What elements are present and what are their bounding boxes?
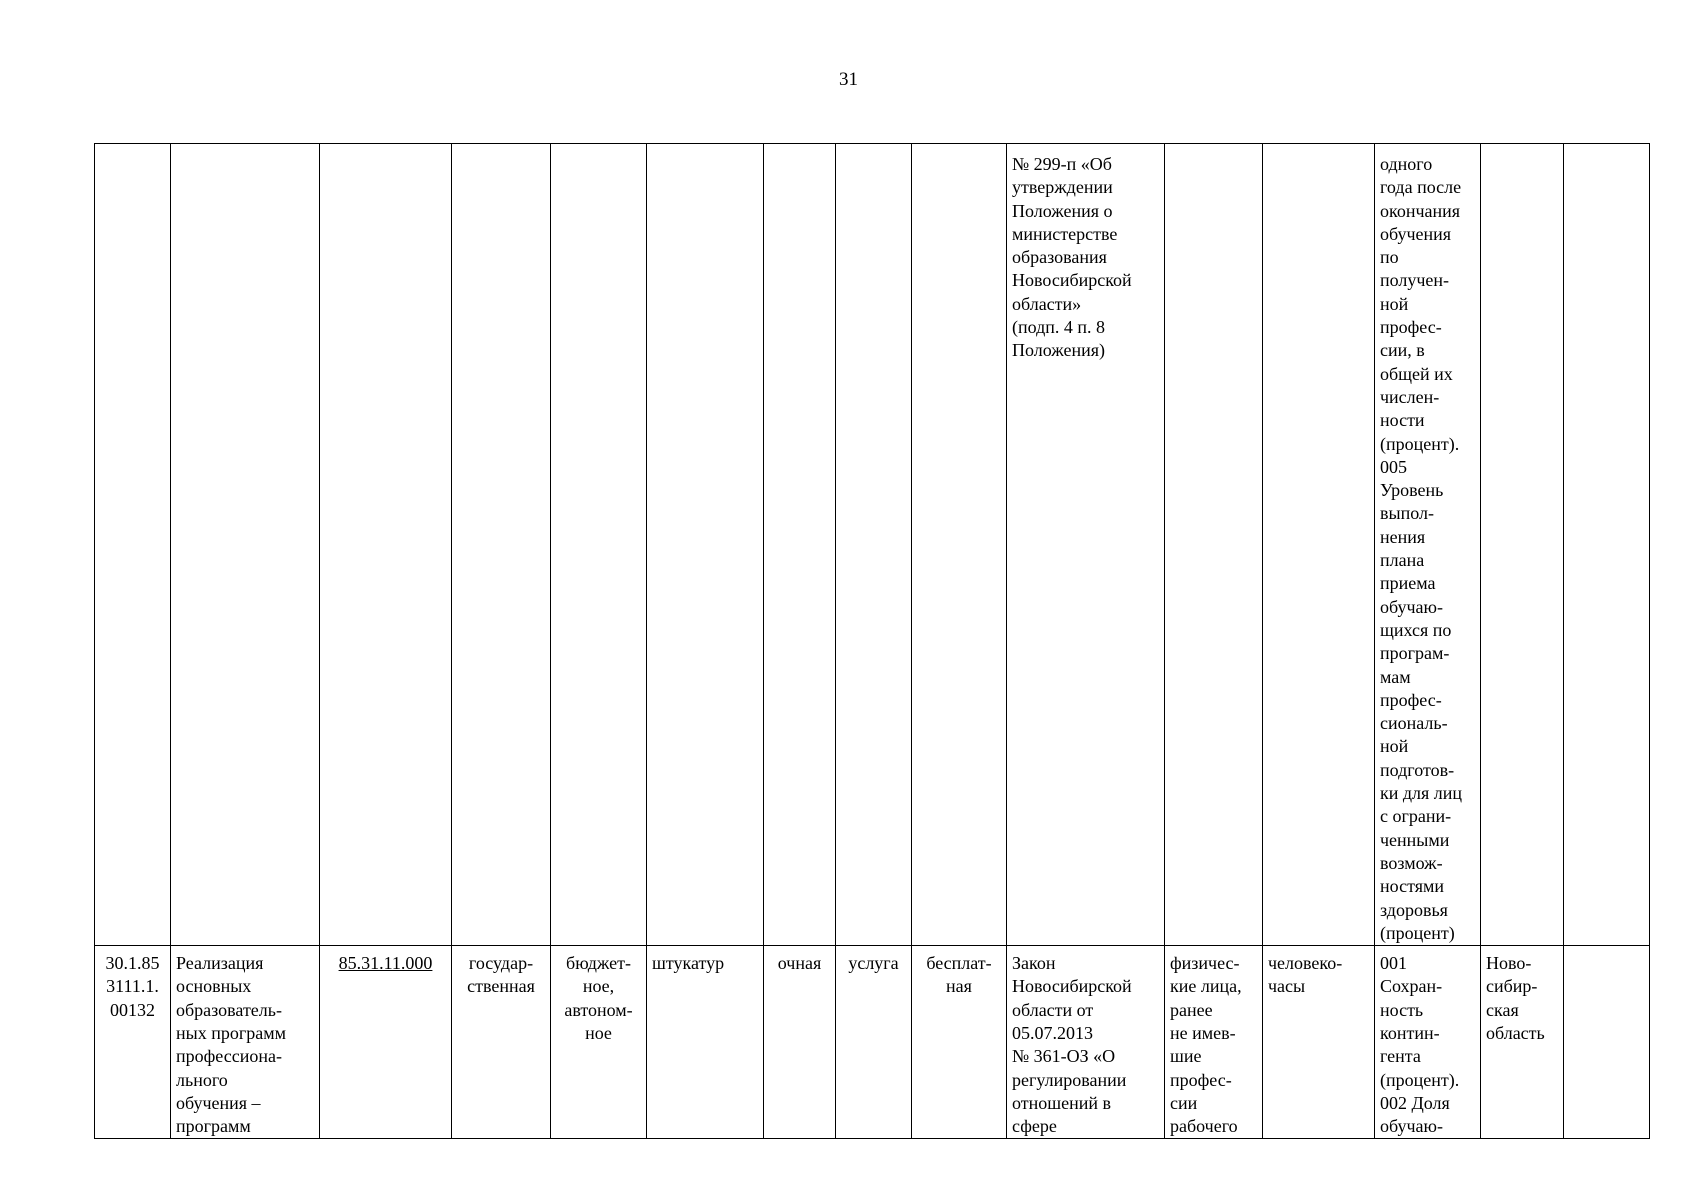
cell-code [95,144,171,946]
cell-name [171,144,320,946]
cell-okved [320,946,452,1139]
cell-region: Ново- сибир- ская область [1481,946,1564,1139]
cell-okved [320,144,452,946]
table-row [95,946,1650,1139]
cell-consumers: физичес- кие лица, ранее не имев- шие профес- сии рабочего [1165,946,1263,1139]
cell-unit: человеко- часы [1263,946,1375,1139]
cell-legal-basis: № 299-п «Об утверждении Положения о министерстве образования Новосибирской области» (подп. 4 п. 8 Положения) [1007,144,1165,946]
cell-institution-type [551,144,647,946]
cell-profession: штукатур [647,946,764,1139]
cell-kind: услуга [836,946,912,1139]
cell-kind [836,144,912,946]
cell-form: очная [764,946,836,1139]
cell-indicators: 001 Сохран- ность контин- гента (процент). 002 Доля обучаю- [1375,946,1481,1139]
okved-link[interactable]: 85.31.11.000 [338,953,433,974]
table-row [95,144,1650,946]
cell-region [1481,144,1564,946]
cell-form [764,144,836,946]
cell-payment: бесплат- ная [912,946,1007,1139]
cell-name: Реализация основных образователь- ных программ профессиона- льного обучения – программ [171,946,320,1139]
cell-indicators: одного года после окончания обучения по получен- ной профес- сии, в общей их числен- ности (процент). 005 Уровень выпол- нения плана приема обучаю- щихся по програм- мам профес- сиональ- ной подготов- ки для лиц с ограни- ченными возмож- ностями здоровья (процент) [1375,144,1481,946]
cell-payment [912,144,1007,946]
cell-legal-basis: Закон Новосибирской области от 05.07.2013 № 361-ОЗ «О регулировании отношений в сфере [1007,946,1165,1139]
cell-consumers [1165,144,1263,946]
cell-unit [1263,144,1375,946]
cell-profession [647,144,764,946]
page-number: 31 [839,69,858,90]
cell-extra [1564,144,1650,946]
cell-ownership: государ- ственная [452,946,551,1139]
registry-table [94,143,1650,1139]
cell-extra [1564,946,1650,1139]
cell-institution-type: бюджет- ное, автоном- ное [551,946,647,1139]
cell-code: 30.1.85 3111.1. 00132 [95,946,171,1139]
cell-ownership [452,144,551,946]
